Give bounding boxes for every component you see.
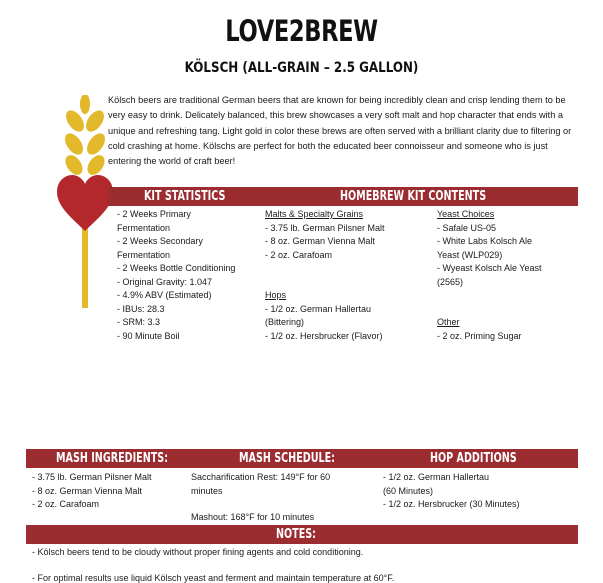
mash-ingredient-item: - 8 oz. German Vienna Malt xyxy=(32,485,142,496)
stat-item: - 2 Weeks Secondary xyxy=(117,236,203,246)
malt-item: - 8 oz. German Vienna Malt xyxy=(265,236,375,246)
stat-item: - Original Gravity: 1.047 xyxy=(117,276,213,287)
malts-list xyxy=(265,208,385,262)
yeast-title: Yeast Choices xyxy=(437,209,495,219)
stat-item: - 2 Weeks Primary xyxy=(117,209,191,219)
intro-paragraph: Kölsch beers are traditional German beers that are known for being incredibly clean and crisp lending them to be very easy to drink. Delicately balanced, this brew showcases a very soft malt and hop character that ends with a unique and refreshing tang. Light gold in color these brews are often served with a brilliant clarity due to filtering or cold crashing at home. Kölschs are perfect for both the educated beer connoisseur and someone who is just entering the world of craft beer! xyxy=(108,95,572,167)
hop-additions-header: HOP ADDITIONS xyxy=(430,451,517,466)
kit-header-bar xyxy=(108,187,578,206)
kit-statistics-list xyxy=(117,208,235,343)
notes-header-bar xyxy=(26,525,578,544)
hops-title: Hops xyxy=(265,290,287,300)
hop-addition-item: (60 Minutes) xyxy=(383,485,434,496)
other-title: Other xyxy=(437,317,460,327)
mash-header-bar xyxy=(26,449,578,468)
yeast-item: - White Labs Kolsch Ale xyxy=(437,236,533,246)
stat-item: - SRM: 3.3 xyxy=(117,317,161,327)
hop-item: (Bittering) xyxy=(265,317,305,327)
recipe-subtitle: KÖLSCH (ALL-GRAIN – 2.5 GALLON) xyxy=(184,60,419,76)
saccharification-rest: Saccharification Rest: 149°F for 60 xyxy=(191,472,331,482)
hop-additions-list xyxy=(383,471,520,512)
stat-item: - 90 Minute Boil xyxy=(117,330,180,341)
other-item: - 2 oz. Priming Sugar xyxy=(437,330,522,341)
other-list xyxy=(437,316,522,343)
hop-addition-item: - 1/2 oz. German Hallertau xyxy=(383,472,490,482)
malt-item: - 2 oz. Carafoam xyxy=(265,249,333,260)
note-item: - Kölsch beers tend to be cloudy without proper fining agents and cold conditioning. xyxy=(32,547,364,557)
mash-schedule-header: MASH SCHEDULE: xyxy=(239,451,336,466)
hop-addition-item: - 1/2 oz. Hersbrucker (30 Minutes) xyxy=(383,499,520,509)
mash-ingredient-item: - 2 oz. Carafoam xyxy=(32,499,100,509)
brand-title: LOVE2BREW xyxy=(225,14,378,48)
malt-item: - 3.75 lb. German Pilsner Malt xyxy=(265,222,385,233)
hop-item: - 1/2 oz. German Hallertau xyxy=(265,303,372,314)
yeast-item: - Wyeast Kolsch Ale Yeast xyxy=(437,263,542,273)
yeast-list xyxy=(437,208,541,289)
mash-ingredients-list xyxy=(32,471,152,512)
kit-contents-header: HOMEBREW KIT CONTENTS xyxy=(340,189,487,204)
wheat-heart-logo xyxy=(55,95,115,310)
hops-list xyxy=(265,289,383,343)
mashout: Mashout: 168°F for 10 minutes xyxy=(191,512,315,522)
saccharification-rest-cont: minutes xyxy=(191,485,223,496)
note-item: - For optimal results use liquid Kölsch yeast and ferment and maintain temperature at 60°F. xyxy=(32,573,395,583)
notes-header: NOTES: xyxy=(276,527,317,542)
kit-statistics-header: KIT STATISTICS xyxy=(144,189,226,204)
yeast-item: - Safale US-05 xyxy=(437,222,497,233)
mash-ingredients-header: MASH INGREDIENTS: xyxy=(56,451,169,466)
stat-item: Fermentation xyxy=(117,249,171,260)
mash-schedule-list xyxy=(191,471,330,498)
stat-item: Fermentation xyxy=(117,222,171,233)
malts-title: Malts & Specialty Grains xyxy=(265,209,364,219)
stat-item: - 4.9% ABV (Estimated) xyxy=(117,290,212,300)
yeast-item: (2565) xyxy=(437,276,464,287)
stat-item: - IBUs: 28.3 xyxy=(117,303,165,314)
yeast-item: Yeast (WLP029) xyxy=(437,249,503,260)
mash-ingredient-item: - 3.75 lb. German Pilsner Malt xyxy=(32,472,152,482)
stat-item: - 2 Weeks Bottle Conditioning xyxy=(117,263,236,273)
hop-item: - 1/2 oz. Hersbrucker (Flavor) xyxy=(265,330,383,341)
